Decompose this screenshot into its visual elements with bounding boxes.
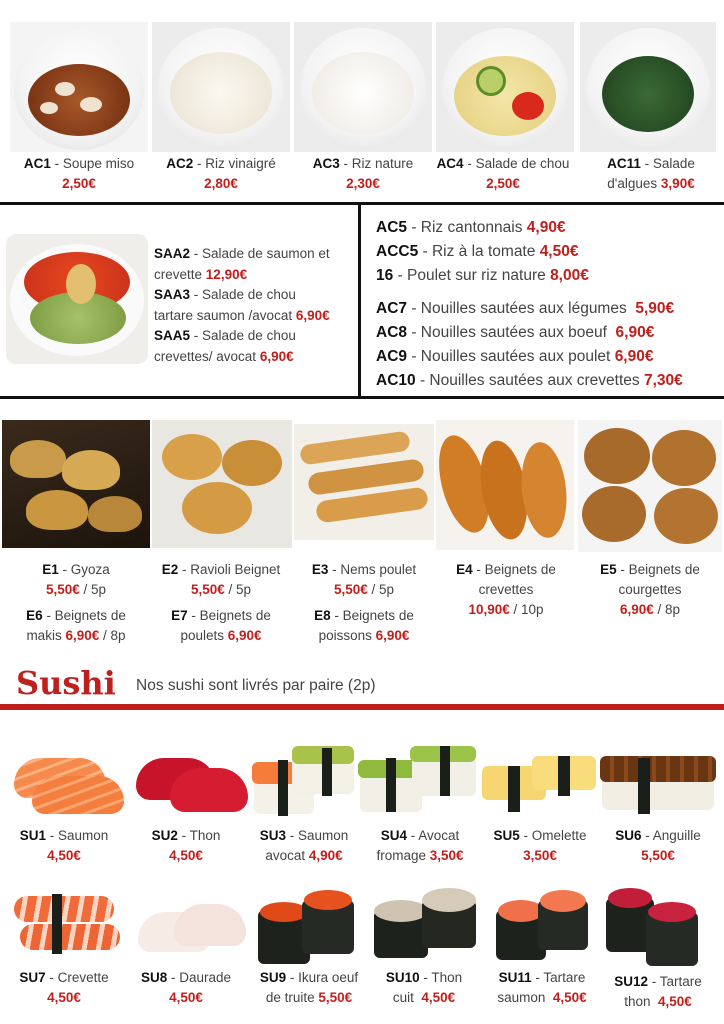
sushi-subtitle: Nos sushi sont livrés par paire (2p) <box>136 677 376 694</box>
starter-e5: E5 - Beignets de courgettes 6,90€ / 8p <box>600 562 700 617</box>
salad-saa5: SAA5 - Salade de chou <box>154 328 296 343</box>
salad-saa2: SAA2 - Salade de saumon et <box>154 246 330 261</box>
sushi-su4: SU4 - Avocat fromage 3,50€ <box>376 828 464 863</box>
dish-ac7: AC7 - Nouilles sautées aux légumes 5,90€ <box>376 300 675 317</box>
sushi-su3: SU3 - Saumon avocat 4,90€ <box>259 828 349 863</box>
eel-sushi-photo <box>600 752 720 824</box>
starter-e3: E3 - Nems poulet 5,50€ / 5p <box>311 562 417 597</box>
zucchini-fritters-photo <box>578 420 722 552</box>
plain-rice-photo <box>294 22 432 152</box>
dish-ac9: AC9 - Nouilles sautées aux poulet 6,90€ <box>376 348 654 365</box>
miso-soup-photo <box>10 22 148 152</box>
side-ac4: AC4 - Salade de chou 2,50€ <box>436 156 570 191</box>
salad-photo <box>6 234 148 364</box>
sushi-su10: SU10 - Thon cuit 4,50€ <box>385 970 463 1005</box>
sushi-su2: SU2 - Thon 4,50€ <box>151 828 221 863</box>
sushi-su12: SU12 - Tartare thon 4,50€ <box>614 974 702 1009</box>
shrimp-fritters-photo <box>436 420 574 550</box>
sushi-su5: SU5 - Omelette 3,50€ <box>493 828 587 863</box>
sushi-su1: SU1 - Saumon 4,50€ <box>19 828 109 863</box>
shrimp-sushi-photo <box>10 890 126 964</box>
side-ac2: AC2 - Riz vinaigré 2,80€ <box>166 156 276 191</box>
divider-top <box>0 202 724 205</box>
salmon-sushi-photo <box>8 744 128 822</box>
salmon-avocado-sushi-photo <box>252 744 356 822</box>
dish-16: 16 - Poulet sur riz nature 8,00€ <box>376 267 589 284</box>
dish-ac5: AC5 - Riz cantonnais 4,90€ <box>376 219 566 236</box>
sushi-title: Sushi <box>16 664 116 702</box>
starter-e7: E7 - Beignets de poulets 6,90€ <box>171 608 271 643</box>
starter-e8: E8 - Beignets de poissons 6,90€ <box>314 608 414 643</box>
sushi-su9: SU9 - Ikura oeuf de truite 5,50€ <box>259 970 359 1005</box>
ikura-sushi-photo <box>256 888 356 968</box>
tuna-sushi-photo <box>132 748 250 824</box>
dish-ac10: AC10 - Nouilles sautées aux crevettes 7,30€ <box>376 372 683 389</box>
dish-acc5: ACC5 - Riz à la tomate 4,50€ <box>376 243 579 260</box>
cabbage-salad-photo <box>436 22 574 152</box>
spring-rolls-photo <box>294 424 434 540</box>
divider-bottom <box>0 396 724 399</box>
gyoza-photo <box>2 420 150 548</box>
sea-bream-sushi-photo <box>134 896 250 962</box>
sushi-su6: SU6 - Anguille 5,50€ <box>615 828 701 863</box>
divider-vertical <box>358 202 361 399</box>
tuna-tartare-sushi-photo <box>604 884 702 968</box>
side-ac1: AC1 - Soupe miso 2,50€ <box>23 156 135 191</box>
sushi-su8: SU8 - Daurade 4,50€ <box>140 970 232 1005</box>
salad-list: SAA2 - Salade de saumon et crevette 12,90€ SAA3 - Salade de chou tartare saumon /avocat 6,90€ SAA5 - Salade de chou crevettes/ avocat 6,90€ <box>154 244 354 367</box>
salmon-tartare-sushi-photo <box>494 888 590 964</box>
starter-e4: E4 - Beignets de crevettes 10,90€ / 10p <box>456 562 556 617</box>
starter-e2: E2 - Ravioli Beignet 5,50€ / 5p <box>161 562 281 597</box>
side-ac3: AC3 - Riz nature 2,30€ <box>312 156 414 191</box>
fried-ravioli-photo <box>152 420 292 548</box>
omelette-sushi-photo <box>480 752 598 818</box>
dish-ac8: AC8 - Nouilles sautées aux boeuf 6,90€ <box>376 324 655 341</box>
seaweed-salad-photo <box>580 22 716 152</box>
sushi-su7: SU7 - Crevette 4,50€ <box>19 970 109 1005</box>
starter-e1: E1 - Gyoza 5,50€ / 5p <box>42 562 110 597</box>
sushi-rule <box>0 704 724 710</box>
salad-saa3: SAA3 - Salade de chou <box>154 287 296 302</box>
cooked-tuna-sushi-photo <box>372 884 480 962</box>
avocado-cheese-sushi-photo <box>356 744 480 820</box>
side-ac11: AC11 - Salade d'algues 3,90€ <box>607 156 695 191</box>
sushi-su11: SU11 - Tartare saumon 4,50€ <box>497 970 587 1005</box>
starter-e6: E6 - Beignets de makis 6,90€ / 8p <box>26 608 126 643</box>
vinegar-rice-photo <box>152 22 290 152</box>
